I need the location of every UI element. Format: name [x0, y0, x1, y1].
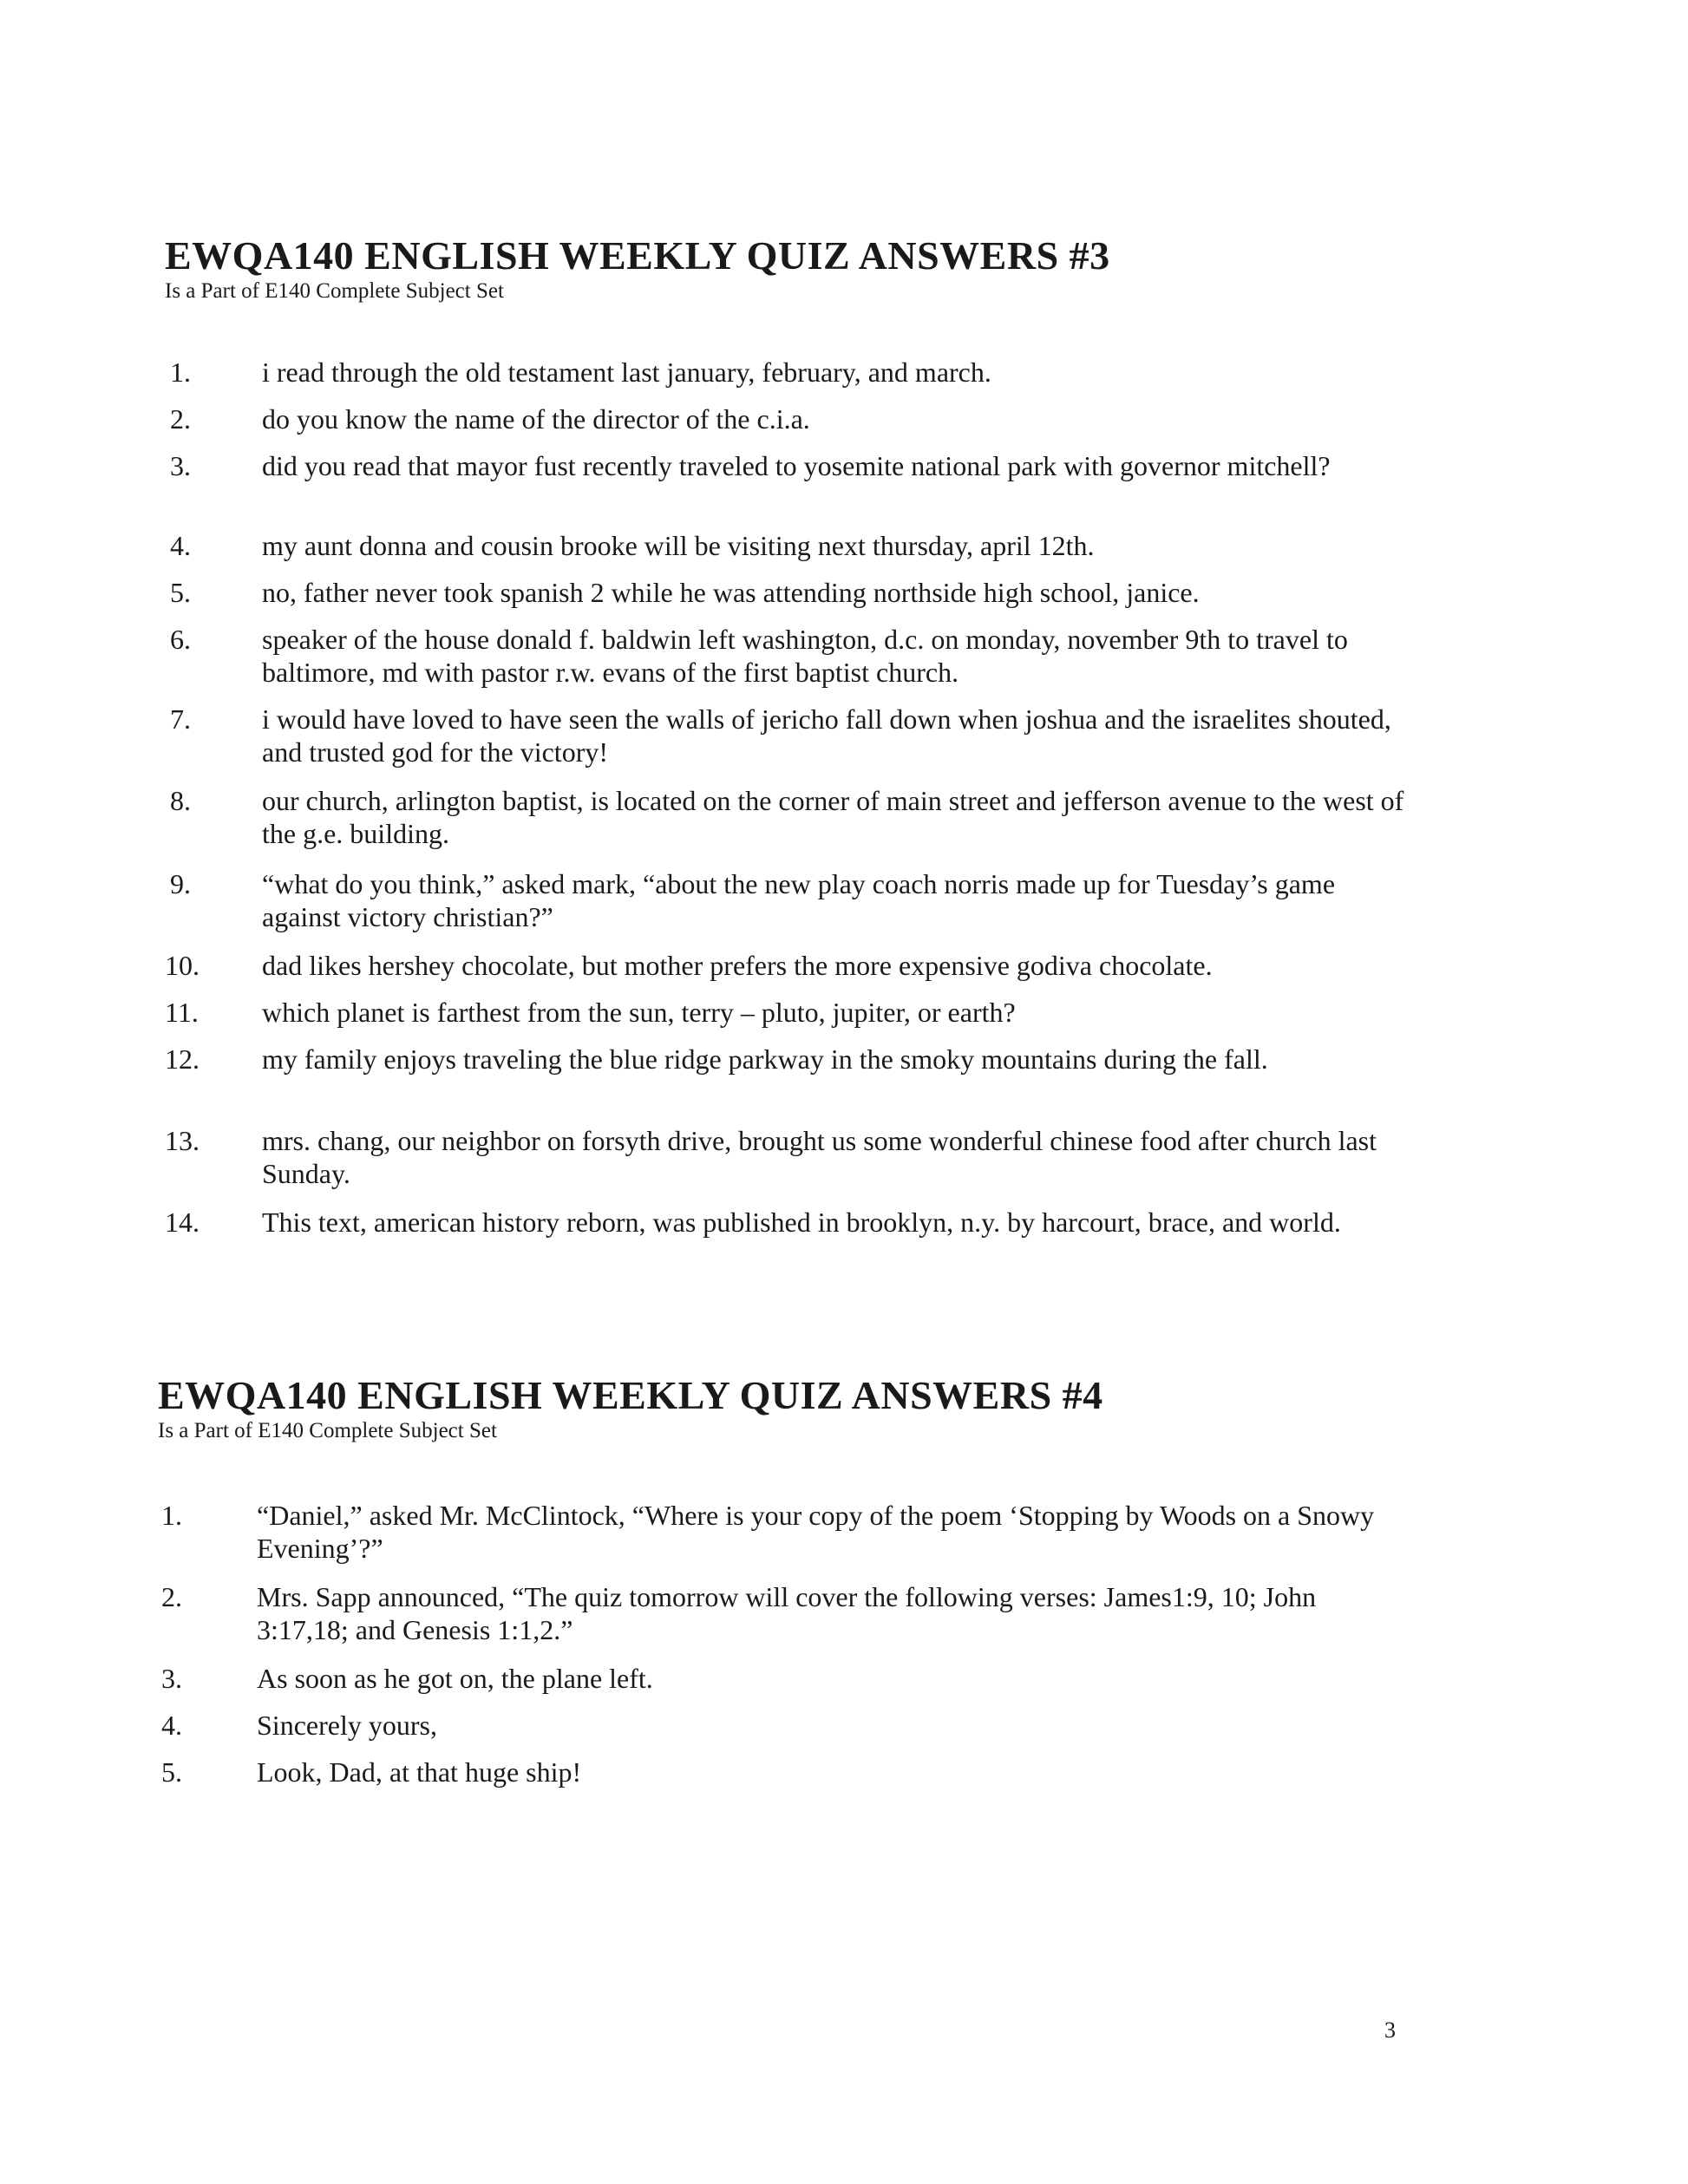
quiz-3-subtitle: Is a Part of E140 Complete Subject Set — [165, 279, 504, 303]
item-number: 2. — [170, 403, 191, 435]
quiz-3-title: EWQA140 ENGLISH WEEKLY QUIZ ANSWERS #3 — [165, 233, 1110, 278]
item-number: 4. — [170, 530, 191, 561]
quiz-4-subtitle: Is a Part of E140 Complete Subject Set — [158, 1419, 497, 1442]
item-text: did you read that mayor fust recently traveled to yosemite national park with governor mitchell? — [262, 450, 1331, 481]
item-text: our church, arlington baptist, is located on the corner of main street and jefferson avenue to the west of the g.e. building. — [262, 785, 1404, 849]
item-number: 1. — [170, 356, 191, 388]
item-text: speaker of the house donald f. baldwin left washington, d.c. on monday, november 9th to travel to baltimore, md with pastor r.w. evans of the first baptist church. — [262, 624, 1348, 688]
item-text: dad likes hershey chocolate, but mother prefers the more expensive godiva chocolate. — [262, 950, 1213, 981]
page-number: 3 — [1384, 2017, 1396, 2043]
item-text: do you know the name of the director of the c.i.a. — [262, 403, 810, 435]
item-number: 5. — [170, 577, 191, 608]
item-number: 14. — [165, 1206, 200, 1238]
item-number: 4. — [161, 1710, 182, 1741]
item-number: 12. — [165, 1043, 200, 1075]
item-text: Sincerely yours, — [257, 1710, 437, 1741]
item-number: 8. — [170, 785, 191, 816]
item-number: 7. — [170, 703, 191, 735]
quiz-4-title: EWQA140 ENGLISH WEEKLY QUIZ ANSWERS #4 — [158, 1373, 1103, 1417]
item-number: 6. — [170, 624, 191, 655]
item-number: 2. — [161, 1581, 182, 1612]
item-number: 1. — [161, 1500, 182, 1531]
item-number: 5. — [161, 1756, 182, 1788]
item-text: which planet is farthest from the sun, terry – pluto, jupiter, or earth? — [262, 997, 1016, 1028]
item-text: As soon as he got on, the plane left. — [257, 1663, 653, 1694]
item-number: 11. — [165, 997, 199, 1028]
item-text: i read through the old testament last january, february, and march. — [262, 356, 991, 388]
item-number: 10. — [165, 950, 200, 981]
item-number: 9. — [170, 868, 191, 899]
item-text: my aunt donna and cousin brooke will be visiting next thursday, april 12th. — [262, 530, 1095, 561]
item-text: mrs. chang, our neighbor on forsyth drive, brought us some wonderful chinese food after church last Sunday. — [262, 1125, 1377, 1189]
item-text: no, father never took spanish 2 while he was attending northside high school, janice. — [262, 577, 1200, 608]
item-text: “what do you think,” asked mark, “about the new play coach norris made up for Tuesday’s game against victory christian?” — [262, 868, 1336, 932]
item-text: “Daniel,” asked Mr. McClintock, “Where is your copy of the poem ‘Stopping by Woods on a Snowy Evening’?” — [257, 1500, 1375, 1564]
item-text: Mrs. Sapp announced, “The quiz tomorrow will cover the following verses: James1:9, 10; John 3:17,18; and Genesis 1:1,2.” — [257, 1581, 1317, 1645]
item-number: 13. — [165, 1125, 200, 1156]
item-number: 3. — [161, 1663, 182, 1694]
item-text: Look, Dad, at that huge ship! — [257, 1756, 582, 1788]
item-text: This text, american history reborn, was published in brooklyn, n.y. by harcourt, brace, and world. — [262, 1206, 1341, 1238]
item-text: my family enjoys traveling the blue ridge parkway in the smoky mountains during the fall. — [262, 1043, 1268, 1075]
item-number: 3. — [170, 450, 191, 481]
item-text: i would have loved to have seen the walls of jericho fall down when joshua and the israelites shouted, and trusted god for the victory! — [262, 703, 1391, 768]
